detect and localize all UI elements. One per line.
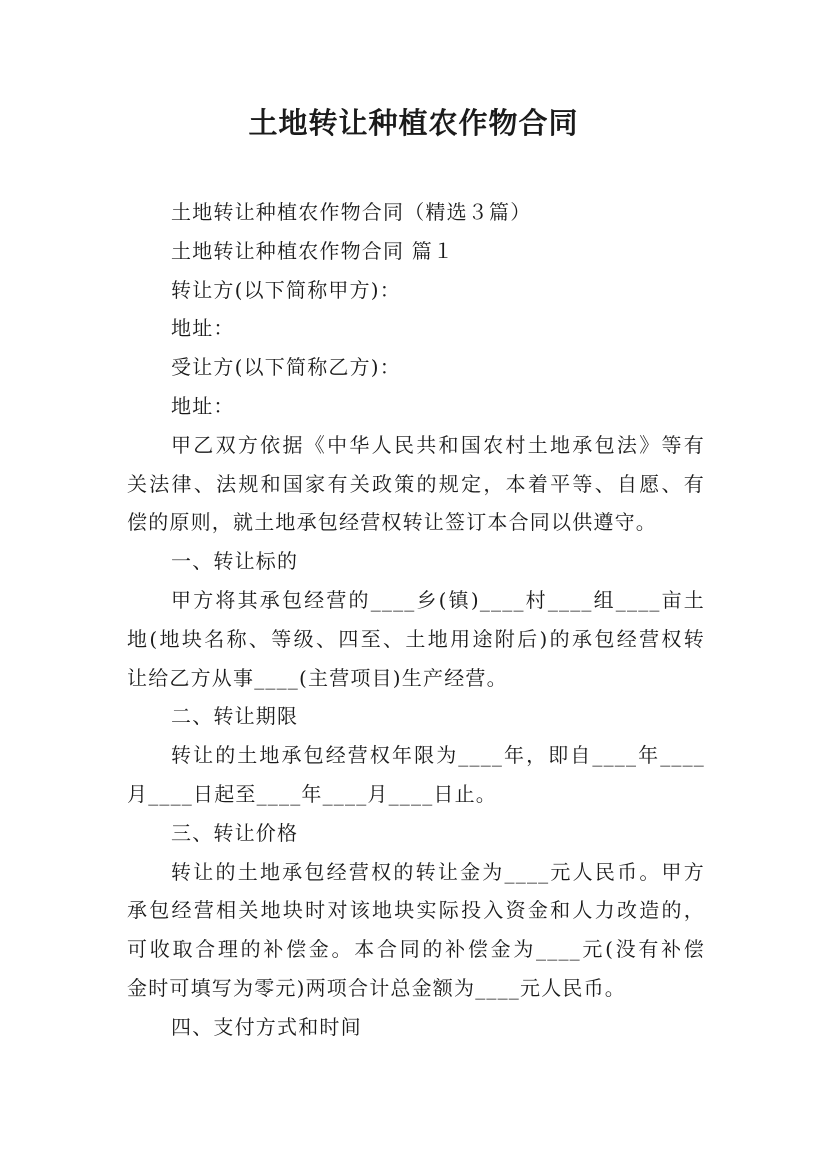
paragraph-line: 承包经营相关地块时对该地块实际投入资金和人力改造的， — [127, 898, 705, 923]
paragraph-line: 一、转让标的 — [171, 549, 299, 574]
paragraph-line: 土地转让种植农作物合同 篇１ — [171, 238, 455, 263]
paragraph-line: 受让方(以下简称乙方)： — [171, 355, 402, 380]
paragraph-line: 二、转让期限 — [171, 704, 299, 729]
paragraph-line: 月____日起至____年____月____日止。 — [127, 781, 497, 806]
paragraph-line: 金时可填写为零元)两项合计总金额为____元人民币。 — [127, 975, 627, 1000]
document-body — [127, 193, 705, 1047]
paragraph-line: 地址： — [171, 316, 235, 341]
paragraph-line: 关法律、法规和国家有关政策的规定，本着平等、自愿、有 — [127, 471, 705, 496]
paragraph-line: 转让的土地承包经营权的转让金为____元人民币。甲方 — [171, 859, 705, 884]
paragraph-line: 地址： — [171, 393, 235, 418]
paragraph-line: 转让方(以下简称甲方)： — [171, 277, 402, 302]
paragraph-line: 偿的原则，就土地承包经营权转让签订本合同以供遵守。 — [127, 510, 657, 535]
paragraph-line: 甲方将其承包经营的____乡(镇)____村____组____亩土 — [171, 587, 705, 612]
paragraph-line: 转让的土地承包经营权年限为____年，即自____年____ — [171, 743, 705, 768]
paragraph-line: 可收取合理的补偿金。本合同的补偿金为____元(没有补偿 — [127, 937, 705, 962]
paragraph-line: 三、转让价格 — [171, 820, 299, 845]
paragraph-line: 甲乙双方依据《中华人民共和国农村土地承包法》等有 — [171, 432, 705, 457]
paragraph-line: 让给乙方从事____(主营项目)生产经营。 — [127, 665, 508, 690]
paragraph-line: 四、支付方式和时间 — [171, 1014, 362, 1039]
paragraph-line: 土地转让种植农作物合同（精选３篇） — [171, 200, 532, 224]
paragraph-line: 地(地块名称、等级、四至、土地用途附后)的承包经营权转 — [127, 626, 705, 651]
document-title: 土地转让种植农作物合同 — [248, 106, 579, 140]
